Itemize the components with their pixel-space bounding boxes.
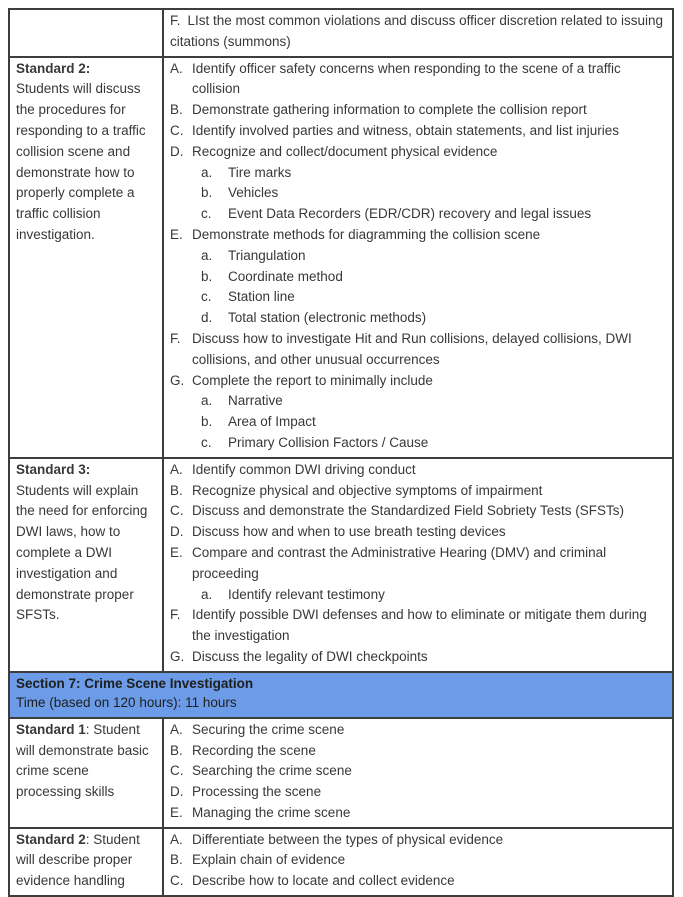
objective-text: Identify relevant testimony xyxy=(228,586,385,602)
objective-label: a. xyxy=(201,393,213,409)
standard-title: Standard 1 xyxy=(16,721,86,737)
standard-title: Standard 3: xyxy=(16,461,91,477)
objectives-cell xyxy=(164,10,672,56)
objective-item xyxy=(201,391,664,412)
objective-label: B. xyxy=(170,742,183,758)
objective-text: Demonstrate methods for diagramming the collision scene xyxy=(192,226,541,242)
standard-text xyxy=(16,720,156,803)
standard-description: : Student will describe proper evidence handling xyxy=(16,831,140,889)
objective-item xyxy=(170,647,664,668)
objective-label: a. xyxy=(201,247,213,263)
objective-label: C. xyxy=(170,503,184,519)
table-row xyxy=(10,10,672,56)
objective-text: Coordinate method xyxy=(228,268,343,284)
objective-text: Securing the crime scene xyxy=(192,721,345,737)
objective-item xyxy=(201,308,664,329)
objective-label: F. xyxy=(170,607,181,623)
objective-text: Triangulation xyxy=(228,247,306,263)
objective-text: Processing the scene xyxy=(192,784,322,800)
objective-label: B. xyxy=(170,852,183,868)
objective-text: Station line xyxy=(228,289,295,305)
standard-description: Students will discuss the procedures for responding to a traffic collision scene and demonstrate how to properly complete a traffic collision investigation. xyxy=(16,81,146,242)
objective-item xyxy=(201,585,664,606)
objective-text: Compare and contrast the Administrative Hearing (DMV) and criminal proceeding xyxy=(192,544,607,581)
objective-label: b. xyxy=(201,268,213,284)
standard-description: Students will explain the need for enforcing DWI laws, how to complete a DWI investigation and demonstrate proper SFSTs. xyxy=(16,482,148,623)
objective-label: E. xyxy=(170,544,183,560)
objective-label: G. xyxy=(170,648,185,664)
objective-item xyxy=(170,481,664,502)
objective-text: Recognize and collect/document physical evidence xyxy=(192,143,498,159)
objective-text: Complete the report to minimally include xyxy=(192,372,433,388)
objective-item xyxy=(170,501,664,522)
objective-item xyxy=(201,163,664,184)
objective-item xyxy=(170,803,664,824)
objective-item xyxy=(170,59,664,101)
objective-text: Area of Impact xyxy=(228,414,316,430)
objective-label: F. xyxy=(170,330,181,346)
objective-label: B. xyxy=(170,102,183,118)
objective-text: Describe how to locate and collect evidence xyxy=(192,873,455,889)
objective-label: a. xyxy=(201,164,213,180)
objective-text: Differentiate between the types of physical evidence xyxy=(192,831,504,847)
objective-text: Narrative xyxy=(228,393,283,409)
objective-item xyxy=(170,605,664,647)
objectives-cell xyxy=(164,829,672,895)
objective-label: E. xyxy=(170,804,183,820)
standard-text xyxy=(16,830,156,892)
standard-cell xyxy=(10,58,164,457)
objective-text: Identify involved parties and witness, obtain statements, and list injuries xyxy=(192,122,619,138)
standard-cell xyxy=(10,459,164,671)
objective-label: C. xyxy=(170,763,184,779)
objectives-cell xyxy=(164,58,672,457)
standard-title: Standard 2: xyxy=(16,60,91,76)
objective-label: D. xyxy=(170,524,184,540)
objective-label: a. xyxy=(201,586,213,602)
objective-text: Total station (electronic methods) xyxy=(228,310,427,326)
standard-cell xyxy=(10,719,164,827)
table-row xyxy=(10,457,672,671)
objective-label: c. xyxy=(201,289,212,305)
objective-text: LIst the most common violations and discuss officer discretion related to issuing citations (summons) xyxy=(170,13,663,49)
objective-item xyxy=(201,287,664,308)
objective-text: Discuss the legality of DWI checkpoints xyxy=(192,648,428,664)
table-row xyxy=(10,827,672,895)
objective-text: Discuss how and when to use breath testing devices xyxy=(192,524,506,540)
objective-item xyxy=(170,371,664,392)
objective-text: Explain chain of evidence xyxy=(192,852,346,868)
objective-item xyxy=(201,412,664,433)
section-title: Section 7: Crime Scene Investigation xyxy=(16,675,254,691)
objective-label: d. xyxy=(201,310,213,326)
objective-label: G. xyxy=(170,372,185,388)
objective-item xyxy=(170,782,664,803)
objective-label: A. xyxy=(170,721,183,737)
objective-item xyxy=(201,246,664,267)
objective-item xyxy=(201,204,664,225)
objective-label: B. xyxy=(170,482,183,498)
objective-item xyxy=(170,329,664,371)
objective-item xyxy=(170,225,664,246)
objective-item xyxy=(201,433,664,454)
objective-label: E. xyxy=(170,226,183,242)
standard-title: Standard 2 xyxy=(16,831,86,847)
objective-item xyxy=(170,543,664,585)
objective-item xyxy=(170,121,664,142)
objective-text: Primary Collision Factors / Cause xyxy=(228,434,429,450)
objective-text: Identify possible DWI defenses and how to eliminate or mitigate them during the investigation xyxy=(192,607,647,644)
objective-text: Discuss how to investigate Hit and Run collisions, delayed collisions, DWI collisions, and other unusual occurrences xyxy=(192,330,632,367)
objective-item xyxy=(170,100,664,121)
objective-label: A. xyxy=(170,831,183,847)
objective-item xyxy=(170,720,664,741)
objective-label: D. xyxy=(170,143,184,159)
table-row xyxy=(10,717,672,827)
standard-cell xyxy=(10,829,164,895)
objective-label: c. xyxy=(201,206,212,222)
objective-label: F. xyxy=(170,13,181,28)
objective-label: D. xyxy=(170,784,184,800)
objective-text: Recognize physical and objective symptoms of impairment xyxy=(192,482,543,498)
objective-item xyxy=(170,741,664,762)
objective-text: Tire marks xyxy=(228,164,292,180)
objective-item xyxy=(170,522,664,543)
objective-label: C. xyxy=(170,122,184,138)
objective-text: Identify common DWI driving conduct xyxy=(192,461,416,477)
section-time-text: Time (based on 120 hours): 11 hours xyxy=(16,695,237,711)
objective-item xyxy=(170,830,664,851)
objective-text: Event Data Recorders (EDR/CDR) recovery and legal issues xyxy=(228,206,592,222)
objective-item xyxy=(170,850,664,871)
objective-label: b. xyxy=(201,414,213,430)
standard-cell xyxy=(10,10,164,56)
objective-item xyxy=(201,267,664,288)
objective-text: Managing the crime scene xyxy=(192,804,351,820)
objectives-cell xyxy=(164,459,672,671)
objective-text: Searching the crime scene xyxy=(192,763,352,779)
objective-item xyxy=(170,460,664,481)
objective-label: b. xyxy=(201,185,213,201)
objective-label: c. xyxy=(201,434,212,450)
objective-item xyxy=(170,871,664,892)
objective-item xyxy=(201,183,664,204)
objective-text: Recording the scene xyxy=(192,742,316,758)
objective-text: Discuss and demonstrate the Standardized Field Sobriety Tests (SFSTs) xyxy=(192,503,624,519)
standard-description: : Student will demonstrate basic crime scene processing skills xyxy=(16,721,149,800)
objective-item xyxy=(170,761,664,782)
section-header-row xyxy=(10,671,672,717)
objective-item xyxy=(170,11,664,53)
objective-text: Vehicles xyxy=(228,185,279,201)
objective-label: A. xyxy=(170,461,183,477)
objective-item xyxy=(170,142,664,163)
table-row xyxy=(10,56,672,457)
objective-label: C. xyxy=(170,873,184,889)
objectives-cell xyxy=(164,719,672,827)
curriculum-table xyxy=(8,8,674,897)
objective-label: A. xyxy=(170,60,183,76)
objective-text: Identify officer safety concerns when responding to the scene of a traffic collision xyxy=(192,60,621,97)
objective-text: Demonstrate gathering information to complete the collision report xyxy=(192,102,587,118)
